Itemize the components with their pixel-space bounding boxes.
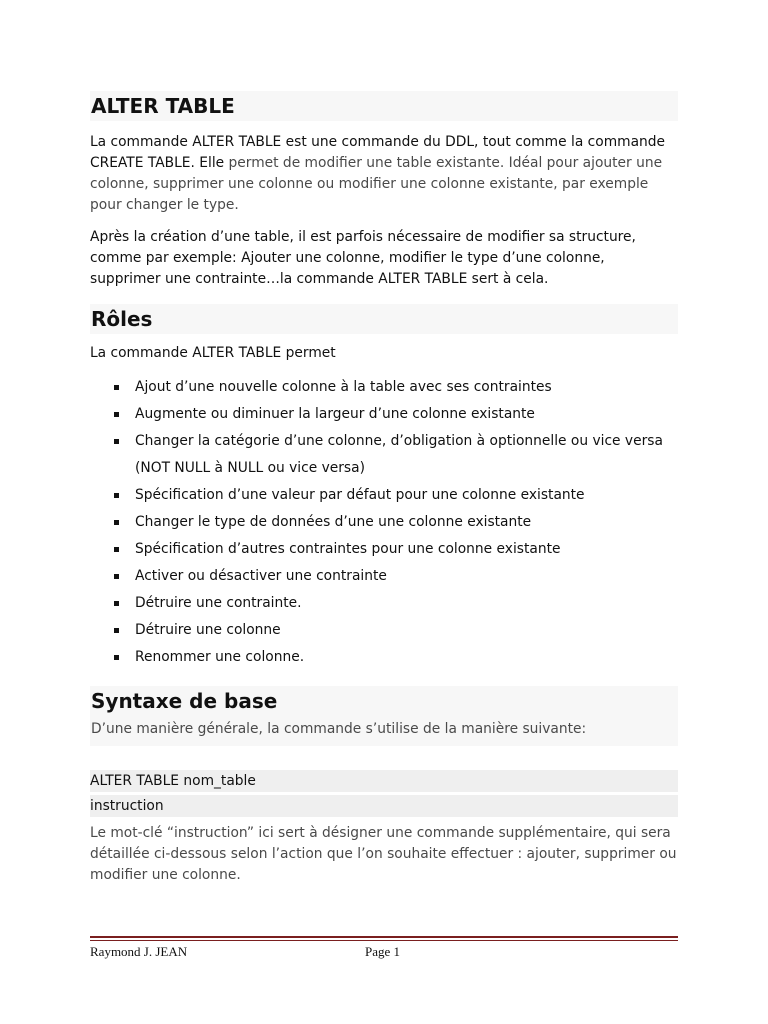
list-item: Spécification d’autres contraintes pour une colonne existante bbox=[90, 536, 678, 563]
bullet-icon bbox=[114, 655, 119, 660]
footer-rule-thick bbox=[90, 936, 678, 938]
bullet-icon bbox=[114, 412, 119, 417]
bullet-icon bbox=[114, 547, 119, 552]
roles-intro: La commande ALTER TABLE permet bbox=[90, 345, 336, 361]
paragraph-intro-grey: permet de modifier une table existante. Idéal pour ajouter une colonne, supprimer une colonne ou modifier une colonne existante, par exemple pour changer le type. bbox=[90, 155, 663, 213]
list-item: Spécification d’une valeur par défaut pour une colonne existante bbox=[90, 482, 678, 509]
bullet-icon bbox=[114, 628, 119, 633]
footer-author: Raymond J. JEAN bbox=[90, 944, 188, 959]
footer-page-number: Page 1 bbox=[365, 944, 401, 959]
heading-roles: Rôles bbox=[90, 304, 678, 334]
list-item: Détruire une colonne bbox=[90, 617, 678, 644]
footer-rule-thin bbox=[90, 940, 678, 941]
syntaxe-intro: D’une manière générale, la commande s’utilise de la manière suivante: bbox=[91, 721, 587, 737]
bullet-icon bbox=[114, 385, 119, 390]
paragraph-instruction: Le mot-clé “instruction” ici sert à désigner une commande supplémentaire, qui sera détaillée ci-dessous selon l’action que l’on souhaite effectuer : ajouter, supprimer ou modifier une colonne. bbox=[90, 825, 677, 883]
bullet-icon bbox=[114, 493, 119, 498]
bullet-icon bbox=[114, 574, 119, 579]
list-item: Renommer une colonne. bbox=[90, 644, 678, 671]
list-item: Augmente ou diminuer la largeur d’une colonne existante bbox=[90, 401, 678, 428]
list-item: Détruire une contrainte. bbox=[90, 590, 678, 617]
heading-syntaxe bbox=[90, 686, 678, 746]
list-item: Activer ou désactiver une contrainte bbox=[90, 563, 678, 590]
list-item-continuation: (NOT NULL à NULL ou vice versa) bbox=[135, 460, 365, 476]
paragraph-intro bbox=[90, 132, 678, 216]
bullet-icon bbox=[114, 520, 119, 525]
roles-list bbox=[90, 374, 678, 671]
list-item: Changer le type de données d’une une colonne existante bbox=[90, 509, 678, 536]
list-item: Changer la catégorie d’une colonne, d’obligation à optionnelle ou vice versa bbox=[90, 428, 678, 455]
heading-syntaxe-title: Syntaxe de base bbox=[91, 689, 278, 713]
paragraph-structure: Après la création d’une table, il est parfois nécessaire de modifier sa structure, comme par exemple: Ajouter une colonne, modifier le type d’une colonne, supprimer une contrainte…la commande ALTER TABLE sert à cela. bbox=[90, 229, 636, 287]
heading-alter-table: ALTER TABLE bbox=[90, 91, 678, 121]
list-item: Ajout d’une nouvelle colonne à la table avec ses contraintes bbox=[90, 374, 678, 401]
bullet-icon bbox=[114, 601, 119, 606]
paragraph-intro-dark: La commande ALTER TABLE est une commande du DDL, tout comme la commande CREATE TABLE. Elle bbox=[90, 134, 666, 171]
code-line-alter: ALTER TABLE nom_table bbox=[90, 770, 678, 792]
bullet-icon bbox=[114, 439, 119, 444]
code-line-instruction: instruction bbox=[90, 795, 678, 817]
